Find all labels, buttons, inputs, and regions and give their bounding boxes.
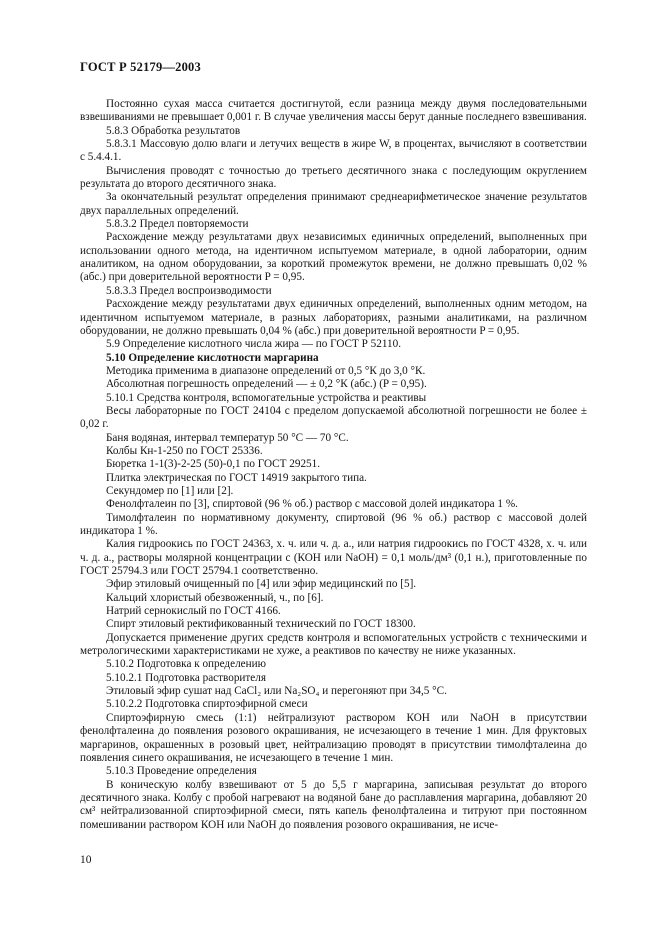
- paragraph: Абсолютная погрешность определений — ± 0,2 °К (абс.) (P = 0,95).: [106, 378, 427, 391]
- paragraph: В коническую колбу взвешивают от 5 до 5,5 г маргарина, записывая результат до второго десятичного знака. Колбу с пробой нагревают на водяной бане до расплавления маргарина, добавляют 20 см³ нейтрализованной спиртоэфирной смеси, пять капель фенолфталеина и титруют при постоянном помешивании раствором КОН или NaOH до появления розового окрашивания, не исче-: [80, 778, 587, 831]
- paragraph: Калия гидроокись по ГОСТ 24363, х. ч. или ч. д. а., или натрия гидроокись по ГОСТ 4328, х. ч. или ч. д. а., растворы молярной концентрации с (КОН или NaOH) = 0,1 моль/дм³ (0,1 н.), приготовленные по ГОСТ 25794.3 или ГОСТ 25794.1 соответственно.: [80, 538, 587, 578]
- paragraph: Натрий сернокислый по ГОСТ 4166.: [106, 605, 281, 618]
- paragraph: Плитка электрическая по ГОСТ 14919 закрытого типа.: [106, 471, 367, 484]
- document-header: ГОСТ Р 52179—2003: [80, 60, 201, 74]
- paragraph: 5.9 Определение кислотного числа жира — по ГОСТ Р 52110.: [106, 338, 402, 351]
- document-body: [80, 98, 587, 832]
- page-number: 10: [80, 854, 92, 866]
- paragraph: 5.10 Определение кислотности маргарина: [106, 351, 319, 364]
- paragraph: 5.10.2 Подготовка к определению: [106, 658, 266, 671]
- paragraph: 5.10.2.1 Подготовка растворителя: [106, 671, 266, 684]
- paragraph: Допускается применение других средств контроля и вспомогательных устройств с техническими и метрологическими характеристиками не хуже, а реактивов по качеству не ниже указанных.: [80, 631, 587, 658]
- paragraph: Эфир этиловый очищенный по [4] или эфир медицинский по [5].: [106, 578, 417, 591]
- paragraph: Секундомер по [1] или [2].: [106, 484, 234, 497]
- paragraph: 5.8.3.3 Предел воспроизводимости: [106, 284, 272, 297]
- paragraph: Весы лабораторные по ГОСТ 24104 с пределом допускаемой абсолютной погрешности не более ± 0,02 г.: [80, 404, 587, 431]
- paragraph: За окончательный результат определения принимают среднеарифметическое значение результатов двух параллельных определений.: [80, 191, 587, 217]
- paragraph: 5.8.3.1 Массовую долю влаги и летучих веществ в жире W, в процентах, вычисляют в соответствии с 5.4.4.1.: [80, 138, 587, 164]
- paragraph: Баня водяная, интервал температур 50 °С — 70 °С.: [106, 431, 349, 444]
- paragraph: Бюретка 1-1(3)-2-25 (50)-0,1 по ГОСТ 29251.: [106, 458, 321, 471]
- paragraph: Кальций хлористый обезвоженный, ч., по [6].: [106, 591, 324, 604]
- paragraph: Фенолфталеин по [3], спиртовой (96 % об.) раствор с массовой долей индикатора 1 %.: [106, 498, 518, 511]
- paragraph: Спирт этиловый ректификованный технический по ГОСТ 18300.: [106, 618, 416, 631]
- paragraph: Этиловый эфир сушат над CaCl₂ или Na₂SO₄ и перегоняют при 34,5 °С.: [106, 685, 447, 698]
- paragraph: Методика применима в диапазоне определений от 0,5 °К до 3,0 °К.: [106, 364, 426, 377]
- paragraph: Расхождение между результатами двух независимых единичных определений, выполненных при использовании одного метода, на идентичном испытуемом материале, в одной лаборатории, одним аналитиком, на одном оборудовании, за короткий промежуток времени, не должно превышать 0,02 % (абс.) при доверительной вероятности P = 0,95.: [80, 231, 587, 284]
- paragraph: 5.10.3 Проведение определения: [106, 765, 257, 778]
- paragraph: Постоянно сухая масса считается достигнутой, если разница между двумя последовательными взвешиваниями не превышает 0,001 г. В случае увеличения массы берут данные последнего взвешивания.: [80, 98, 587, 124]
- paragraph: 5.10.1 Средства контроля, вспомогательные устройства и реактивы: [106, 391, 427, 404]
- paragraph: Спиртоэфирную смесь (1:1) нейтрализуют раствором КОН или NaOH в присутствии фенолфталеина до появления розового окрашивания, не исчезающего в течение 1 мин. Для фруктовых маргаринов, окрашенных в розовый цвет, нейтрализацию проводят в присутствии тимолфталеина до появления синего окрашивания, не исчезающего в течение 1 мин.: [80, 711, 587, 764]
- paragraph: 5.8.3 Обработка результатов: [106, 124, 241, 137]
- paragraph: Расхождение между результатами двух единичных определений, выполненных одним методом, на идентичном испытуемом материале, в разных лабораториях, разными аналитиками, на различном оборудовании, не должно превышать 0,04 % (абс.) при доверительной вероятности P = 0,95.: [80, 298, 587, 337]
- paragraph: 5.10.2.2 Подготовка спиртоэфирной смеси: [106, 698, 308, 711]
- paragraph: Тимолфталеин по нормативному документу, спиртовой (96 % об.) раствор с массовой долей индикатора 1 %.: [80, 511, 587, 537]
- paragraph: Колбы Кн-1-250 по ГОСТ 25336.: [106, 444, 263, 457]
- paragraph: 5.8.3.2 Предел повторяемости: [106, 218, 249, 231]
- paragraph: Вычисления проводят с точностью до третьего десятичного знака с последующим округлением результата до второго десятичного знака.: [80, 164, 587, 191]
